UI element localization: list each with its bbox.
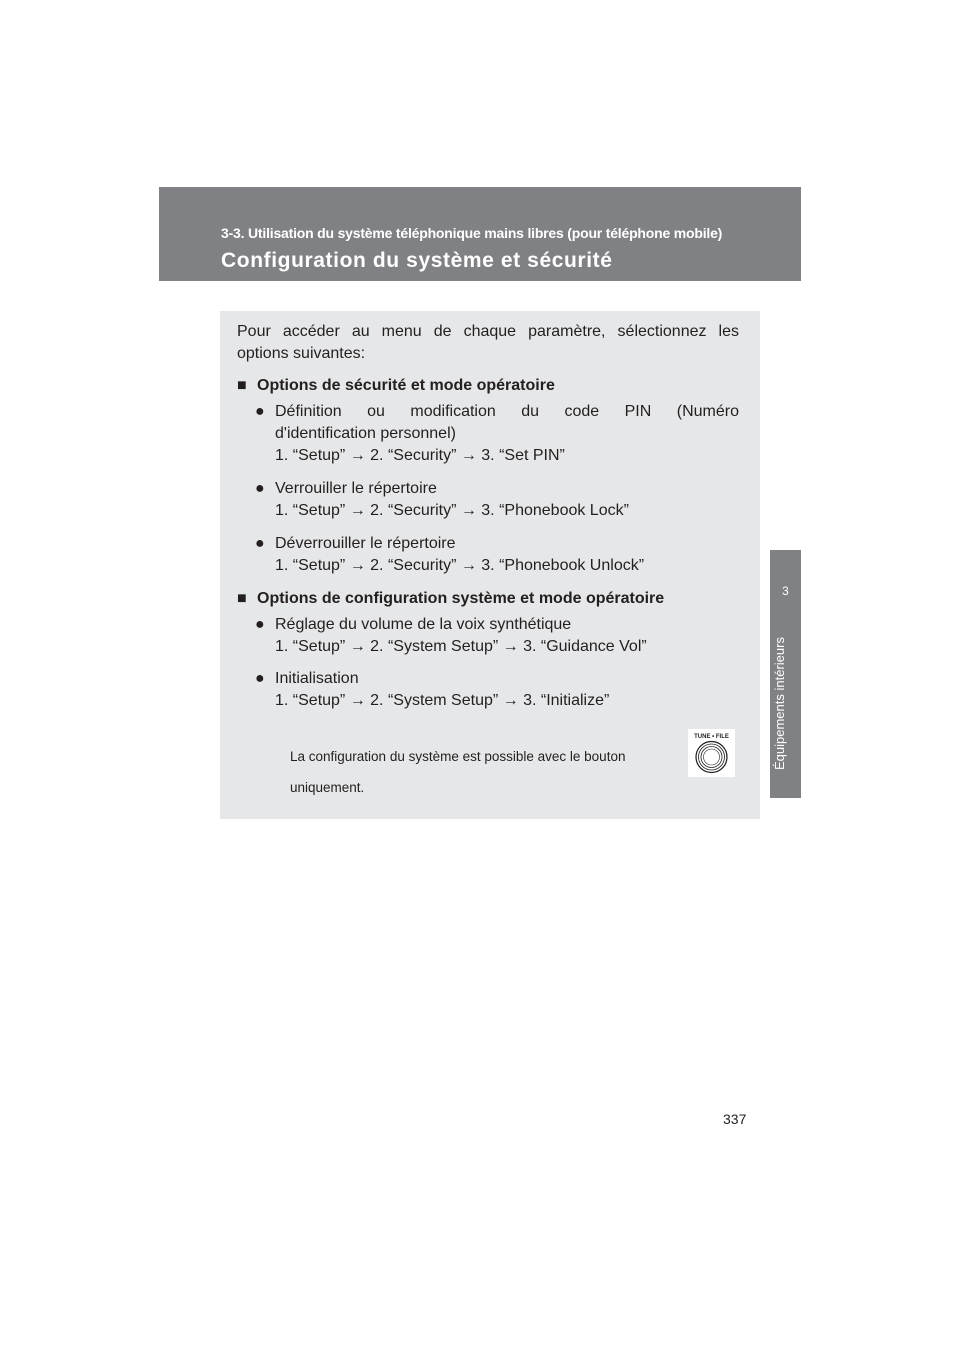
content-box [220, 311, 760, 819]
square-bullet: ■ [237, 377, 247, 394]
round-bullet: ● [255, 535, 265, 552]
knob-graphic [688, 729, 735, 777]
item-guidance-vol-path: 1. “Setup” → 2. “System Setup” → 3. “Guidance Vol” [275, 638, 647, 655]
round-bullet: ● [255, 480, 265, 497]
note-line-1: La configuration du système est possible avec le bouton [290, 749, 626, 764]
intro-line-2: options suivantes: [237, 345, 366, 362]
item-set-pin-path: 1. “Setup” → 2. “Security” → 3. “Set PIN” [275, 447, 565, 464]
round-bullet: ● [255, 616, 265, 633]
item-phonebook-unlock: Déverrouiller le répertoire [275, 535, 456, 552]
section-heading-security: Options de sécurité et mode opératoire [257, 377, 555, 394]
section-heading-system: Options de configuration système et mode opératoire [257, 590, 665, 607]
round-bullet: ● [255, 403, 265, 420]
intro-line-1: Pour accéder au menu de chaque paramètre, sélectionnez les [237, 323, 739, 340]
item-guidance-vol: Réglage du volume de la voix synthétique [275, 616, 572, 633]
item-initialize: Initialisation [275, 670, 359, 687]
chapter-label: Équipements intérieurs [772, 637, 787, 771]
round-bullet: ● [255, 670, 265, 687]
item-phonebook-lock-path: 1. “Setup” → 2. “Security” → 3. “Phonebook Lock” [275, 502, 629, 519]
item-set-pin-line-2: d'identification personnel) [275, 425, 456, 442]
item-phonebook-unlock-path: 1. “Setup” → 2. “Security” → 3. “Phonebook Unlock” [275, 557, 645, 574]
page-title: Configuration du système et sécurité [221, 249, 613, 272]
knob-label: TUNE • FILE [694, 734, 729, 740]
item-set-pin-line-1: Définition ou modification du code PIN (Numéro [275, 403, 739, 420]
square-bullet: ■ [237, 590, 247, 607]
tune-file-knob-icon [688, 729, 735, 777]
page-number: 337 [723, 1111, 747, 1127]
note-line-2: uniquement. [290, 780, 365, 795]
section-path: 3-3. Utilisation du système téléphonique mains libres (pour téléphone mobile) [221, 225, 723, 241]
item-initialize-path: 1. “Setup” → 2. “System Setup” → 3. “Initialize” [275, 692, 610, 709]
header-band [159, 187, 801, 281]
chapter-side-tab [770, 550, 801, 798]
item-phonebook-lock: Verrouiller le répertoire [275, 480, 437, 497]
chapter-number: 3 [782, 584, 789, 598]
